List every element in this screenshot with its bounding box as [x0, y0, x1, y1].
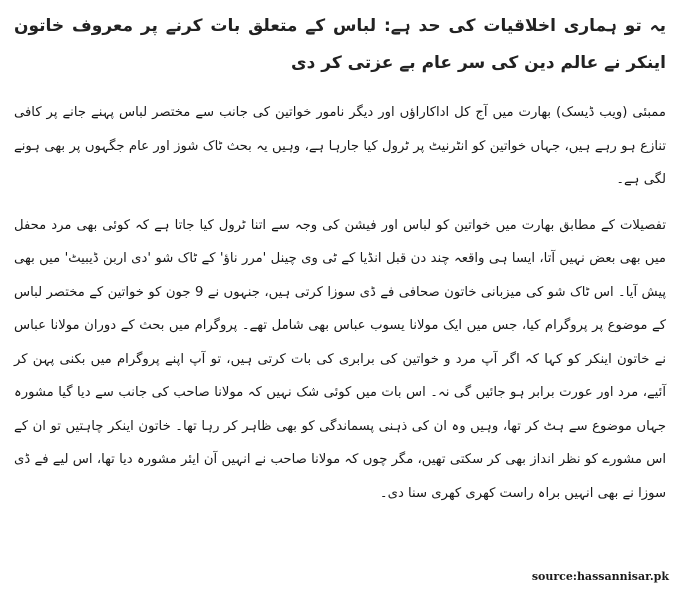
article-paragraph-details: تفصیلات کے مطابق بھارت میں خواتین کو لباس اور فیشن کی وجہ سے اتنا ٹرول کیا جاتا ہے کہ کوئی بھی مرد محفل میں بھی بعض نہیں آتا، ایسا ہی واقعہ چند دن قبل انڈیا کے ٹی وی چینل 'مرر ناؤ' کے ٹاک شو 'دی اربن ڈیبیٹ' میں بھی پیش آیا۔ اس ٹاک شو کی میزبانی خاتون صحافی فے ڈی سوزا کرتی ہیں، جنہوں نے 9 جون کو خواتین کے مختصر لباس کے موضوع پر پروگرام کیا، جس میں ایک مولانا یسوب عباس بھی شامل تھے۔ پروگرام میں بحث کے دوران مولانا عباس نے خاتون اینکر کو کہا کہ اگر آپ مرد و خواتین کی برابری کی بات کرتی ہیں، تو آپ اپنے پروگرام میں بکنی پہن کر آئیے، مرد اور عورت برابر ہو جائیں گی نہ۔ اس بات میں کوئی شک نہیں کہ مولانا صاحب کی جانب سے دیا گیا مشورہ جہاں موضوع سے ہٹ کر تھا، وہیں وہ ان کی ذہنی پسماندگی کو بھی ظاہر کر رہا تھا۔ خاتون اینکر چاہتیں تو ان کے اس مشورے کو نظر انداز بھی کر سکتی تھیں، مگر چوں کہ مولانا صاحب نے انہیں آن ایئر مشورہ دیا تھا، اس لیے فے ڈی سوزا نے بھی انہیں براہ راست کھری کھری سنا دی۔: [14, 217, 666, 501]
article: [14, 8, 666, 522]
source-credit: source:hassannisar.pk: [531, 570, 669, 583]
article-headline: یہ تو ہماری اخلاقیات کی حد ہے: لباس کے متعلق بات کرنے پر معروف خاتون اینکر نے عالم دین کی سر عام بے عزتی کر دی: [14, 16, 666, 73]
article-paragraph-intro: ممبئی (ویب ڈیسک) بھارت میں آج کل اداکاراؤں اور دیگر نامور خواتین کی جانب سے مختصر لباس پہنے جانے پر کافی تنازع ہو رہے ہیں، جہاں خواتین کو انٹرنیٹ پر ٹرول کیا جارہا ہے، وہیں یہ بحث ٹاک شوز اور عام جگہوں پر بھی ہونے لگی ہے۔: [14, 105, 666, 187]
